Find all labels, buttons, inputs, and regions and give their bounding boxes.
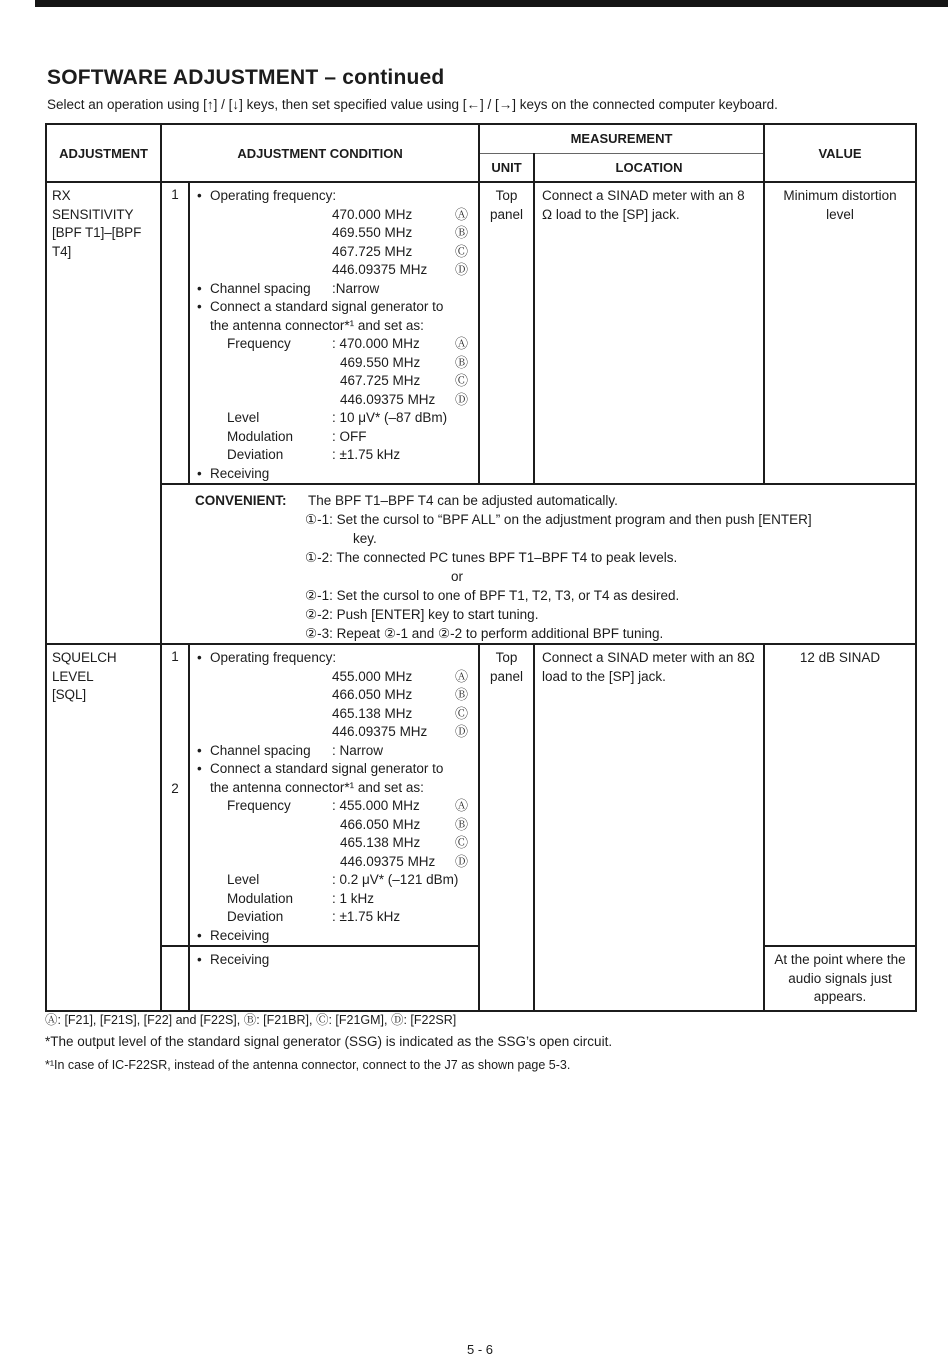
condition-line [197,446,471,465]
condition-line [197,335,471,354]
condition-label: Receiving [210,465,270,481]
adjustment-table [45,123,917,1012]
step-number-cell-empty [161,946,189,1011]
convenient-step-line [305,548,907,567]
condition-line [197,760,471,779]
condition-label: Connect a standard signal generator to [210,761,444,776]
condition-value: : Narrow [332,742,384,758]
bullet: • [197,761,202,776]
model-tag: Ⓒ [455,835,469,850]
condition-value: : 0.2 μV* (–121 dBm) [332,872,459,887]
column-header-measurement: MEASUREMENT [479,124,764,153]
convenient-note [161,484,916,644]
condition-cell-rx [189,182,479,484]
condition-line [197,871,471,890]
bullet: • [197,927,202,943]
unit-cell-sql: Top panel [479,644,534,1011]
model-tag: Ⓐ [455,206,469,222]
bullet: • [197,742,202,758]
model-tag: Ⓑ [455,225,469,240]
value-cell-receiving: At the point where the audio signals just appears. [764,946,916,1011]
step-number: 1 [171,649,179,664]
unit-cell-rx: Top panel [479,182,534,484]
condition-value: : OFF [332,428,367,444]
condition-line [197,317,471,336]
condition-line [197,705,471,724]
condition-label: Level [227,410,260,425]
convenient-steps [195,510,907,643]
condition-line [197,187,471,206]
convenient-step-line [305,586,907,605]
model-tag: Ⓐ [455,798,469,813]
convenient-step-text: ①-2: The connected PC tunes BPF T1–BPF T4 to peak levels. [305,550,678,565]
condition-line [197,723,471,742]
column-header-unit: UNIT [479,153,534,182]
bullet: • [197,188,202,203]
convenient-label: CONVENIENT: [195,493,287,508]
condition-value: : 470.000 MHz [332,336,420,351]
condition-label: Deviation [227,909,284,924]
location-cell-rx: Connect a SINAD meter with an 8 Ω load to the [SP] jack. [534,182,764,484]
adjustment-name-line: [BPF T1]–[BPF T4] [52,225,142,259]
convenient-step-text: key. [353,531,377,546]
condition-lines [197,649,471,945]
model-tag: Ⓓ [455,391,469,407]
condition-label: the antenna connector*¹ and set as: [210,779,424,795]
condition-value: 469.550 MHz [340,354,421,370]
model-tag: Ⓒ [455,243,469,259]
condition-line [197,951,471,970]
condition-cell-sql [189,644,479,946]
condition-value: 469.550 MHz [332,225,413,240]
model-tag: Ⓒ [455,705,469,721]
condition-line [197,298,471,317]
adjustment-name-line: SQUELCH [52,650,117,665]
convenient-step-line [305,510,907,529]
page-title: SOFTWARE ADJUSTMENT – continued [47,66,445,89]
condition-label: Connect a standard signal generator to [210,299,444,314]
condition-line [197,816,471,835]
condition-line [197,668,471,687]
condition-label: Receiving [210,952,270,967]
model-tag: Ⓓ [455,724,469,739]
model-tag: Ⓐ [455,336,469,351]
condition-value: : ±1.75 kHz [332,909,401,924]
footnote-ic-f22sr: *¹In case of IC-F22SR, instead of the antenna connector, connect to the J7 as shown page 5-3. [45,1058,571,1072]
condition-label: Operating frequency: [210,188,337,203]
bullet: • [197,299,202,314]
convenient-step-text: ②-3: Repeat ②-1 and ②-2 to perform additional BPF tuning. [305,626,664,641]
condition-line [197,354,471,373]
condition-label: Operating frequency: [210,650,337,665]
model-tag: Ⓓ [455,853,469,869]
condition-line [197,224,471,243]
bullet: • [197,650,202,665]
condition-value: 446.09375 MHz [332,262,428,277]
condition-value: 470.000 MHz [332,206,413,222]
condition-line [197,261,471,280]
adjustment-cell-rx-sensitivity [46,182,161,644]
page-subtitle: Select an operation using [↑] / [↓] keys, then set specified value using [←] / [→] keys on the connected computer keyboard. [47,97,778,112]
condition-line [197,243,471,262]
condition-line [197,428,471,447]
condition-value: : 1 kHz [332,890,375,906]
convenient-step-line [353,529,907,548]
condition-value: : 455.000 MHz [332,798,420,813]
column-header-adjustment: ADJUSTMENT [46,124,161,182]
condition-value: 446.09375 MHz [340,853,436,869]
condition-line [197,890,471,909]
convenient-step-text: ①-1: Set the cursol to “BPF ALL” on the adjustment program and then push [ENTER] [305,512,812,527]
condition-value: 465.138 MHz [340,835,421,850]
step-number-cell-sql [161,644,189,946]
convenient-intro: The BPF T1–BPF T4 can be adjusted automatically. [308,493,618,508]
condition-line [197,391,471,410]
convenient-step-text: or [451,569,464,584]
condition-label: the antenna connector*¹ and set as: [210,317,424,333]
condition-line [197,649,471,668]
condition-line [197,779,471,798]
condition-value: 467.725 MHz [340,373,421,388]
model-tag: Ⓒ [455,373,469,388]
model-tag: Ⓑ [455,354,469,370]
condition-label: Deviation [227,447,284,462]
condition-value: 467.725 MHz [332,243,413,259]
bullet: • [197,952,202,967]
model-tag: Ⓓ [455,262,469,277]
bullet: • [197,465,202,481]
convenient-title-line [195,491,907,510]
condition-value: 466.050 MHz [332,687,413,702]
condition-value: 446.09375 MHz [332,724,428,739]
adjustment-cell-squelch-level [46,644,161,1011]
step-number: 2 [171,781,179,796]
condition-label: Receiving [210,927,270,943]
condition-value: 446.09375 MHz [340,391,436,407]
condition-value: : 10 μV* (–87 dBm) [332,410,448,425]
condition-label: Frequency [227,798,291,813]
condition-label: Channel spacing [210,742,311,758]
adjustment-name-line: [SQL] [52,687,87,702]
condition-label: Channel spacing [210,280,311,296]
condition-value: :Narrow [332,280,380,296]
footnote-model-legend: Ⓐ: [F21], [F21S], [F22] and [F22S], Ⓑ: [F21BR], Ⓒ: [F21GM], Ⓓ: [F22SR] [45,1013,457,1027]
condition-value: : ±1.75 kHz [332,447,401,462]
scan-edge-bar [35,0,948,7]
bullet: • [197,280,202,296]
condition-value: 466.050 MHz [340,816,421,832]
column-header-location: LOCATION [534,153,764,182]
condition-label: Frequency [227,336,291,351]
condition-line [197,409,471,428]
model-tag: Ⓐ [455,668,469,684]
step-number: 1 [171,187,179,202]
value-cell-rx: Minimum distortion level [764,182,916,484]
column-header-condition: ADJUSTMENT CONDITION [161,124,479,182]
condition-line [197,853,471,872]
condition-value: 465.138 MHz [332,705,413,721]
page-number: 5 - 6 [466,1342,493,1357]
footnote-ssg-output: *The output level of the standard signal generator (SSG) is indicated as the SSG’s open circuit. [45,1034,613,1049]
condition-value: 455.000 MHz [332,668,413,684]
model-tag: Ⓑ [455,816,469,832]
convenient-step-line [305,624,907,643]
column-header-value: VALUE [764,124,916,182]
condition-cell-receiving [189,946,479,1011]
condition-line [197,742,471,761]
location-cell-sql: Connect a SINAD meter with an 8Ω load to the [SP] jack. [534,644,764,1011]
condition-label: Modulation [227,428,294,444]
condition-line [197,465,471,484]
condition-lines [197,187,471,483]
condition-line [197,372,471,391]
condition-line [197,206,471,225]
convenient-step-line [451,567,907,586]
condition-line [197,797,471,816]
model-tag: Ⓑ [455,687,469,702]
condition-line [197,908,471,927]
condition-label: Level [227,872,260,887]
convenient-step-line [305,605,907,624]
condition-line [197,834,471,853]
condition-line [197,280,471,299]
adjustment-name-line: SENSITIVITY [52,206,134,222]
adjustment-name-line: RX [52,188,71,203]
step-number-cell-rx [161,182,189,484]
condition-line [197,927,471,946]
adjustment-name-line: LEVEL [52,668,94,684]
convenient-step-text: ②-1: Set the cursol to one of BPF T1, T2, T3, or T4 as desired. [305,588,680,603]
value-cell-sql: 12 dB SINAD [764,644,916,946]
condition-line [197,686,471,705]
condition-label: Modulation [227,890,294,906]
convenient-step-text: ②-2: Push [ENTER] key to start tuning. [305,607,539,622]
